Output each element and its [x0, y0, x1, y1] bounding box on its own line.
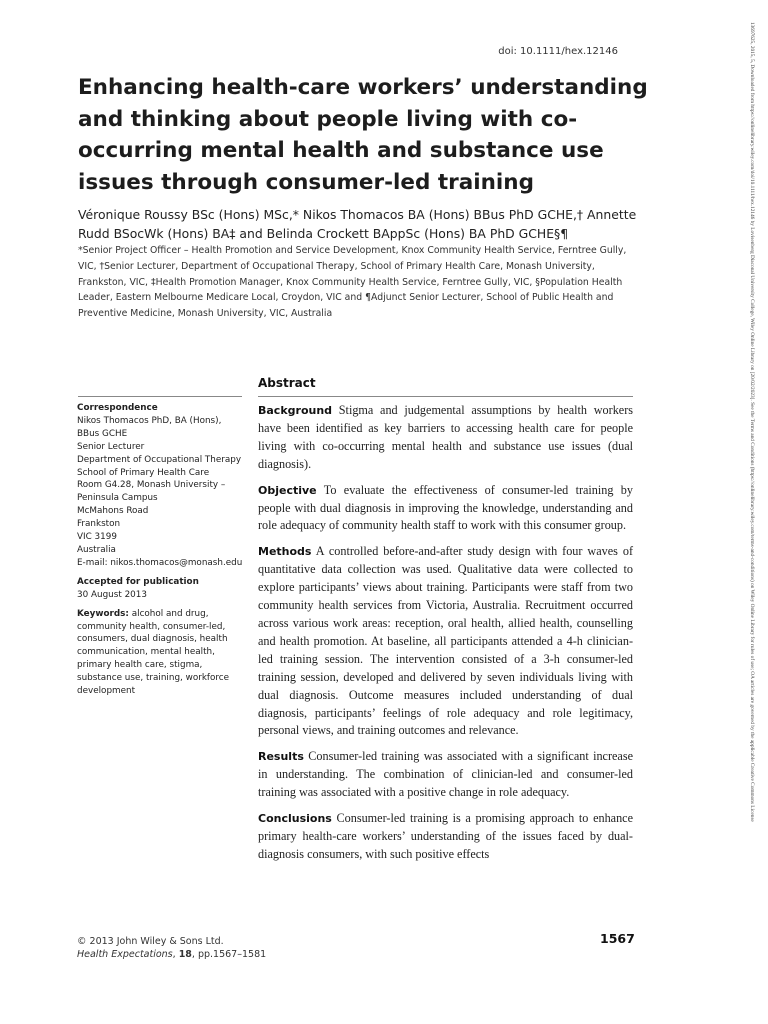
abstract-methods [258, 543, 633, 740]
correspondence-line: Frankston [77, 519, 121, 530]
abstract-results [258, 748, 633, 802]
keywords-line: communication, mental health, [77, 647, 215, 658]
correspondence-line: Room G4.28, Monash University – [77, 480, 226, 491]
article-title: Enhancing health-care workers’ understanding and thinking about people living with co-occurring mental health and substance use issues through consumer-led training [78, 75, 648, 195]
correspondence-line: Australia [77, 544, 116, 555]
keywords-line: substance use, training, workforce [77, 673, 230, 684]
abstract-heading: Abstract [258, 376, 316, 390]
journal-name: Health Expectations [77, 949, 173, 960]
copyright: © 2013 John Wiley & Sons Ltd. [77, 936, 224, 947]
correspondence-line: VIC 3199 [77, 532, 117, 543]
correspondence-line: Department of Occupational Therapy [77, 454, 242, 465]
citation: Health Expectations, 18, pp.1567–1581 [77, 949, 267, 960]
correspondence-sidebar [77, 402, 252, 698]
methods-text: A controlled before-and-after study design with four waves of quantitative data collection was used. Qualitative data were collected to explore participants’ views about training. Participants were staff from two community health services from Victoria, Australia. Recruitment occurred across various work areas: reception, oral health, allied health, counselling and health promotion. At baseline, all participants attended a 4-h clinician-led training session. The intervention consisted of a 3-h consumer-led training session, developed and delivered by seven individuals living with dual diagnosis. Outcome measures included understanding of dual diagnosis, participants’ feelings of role adequacy and role legitimacy, personal views, and training outcomes and relevance. [258, 544, 633, 738]
objective-text: To evaluate the effectiveness of consumer-led training by people with dual diagnosis in improving the knowledge, understanding and role adequacy of community health staff to work with this consumer group. [258, 482, 633, 533]
keywords-line: primary health care, stigma, [77, 660, 203, 671]
keywords-line: community health, consumer-led, [77, 621, 226, 632]
correspondence-email[interactable]: E-mail: nikos.thomacos@monash.edu [77, 557, 243, 568]
doi: doi: 10.1111/hex.12146 [498, 46, 618, 57]
keywords-line: alcohol and drug, [131, 608, 209, 619]
volume: 18 [178, 949, 192, 960]
download-notice: 13697625, 2015, 5, Downloaded from https://onlinelibrary.wiley.com/doi/10.1111/hex.12146 by Lovisenberg Diaconal University College, Wiley Online Library on [20/02/2023]. See the Terms and Conditions (https://onlinelibrary.wiley.com/terms-and-conditions) on Wiley Online Library for rules of use; OA articles are governed by the applicable Creative Commons License [749, 22, 755, 822]
sidebar-divider [78, 396, 242, 397]
affiliations: *Senior Project Officer – Health Promotion and Service Development, Knox Community Health Service, Ferntree Gully, VIC, †Senior Lecturer, Department of Occupational Therapy, School of Primary Health Care, Monash University, Frankston, VIC, ‡Health Promotion Manager, Knox Community Health Service, Ferntree Gully, VIC, §Population Health Leader, Eastern Melbourne Medicare Local, Croydon, VIC and ¶Adjunct Senior Lecturer, School of Public Health and Preventive Medicine, Monash University, VIC, Australia [78, 245, 627, 320]
background-label: Background [258, 404, 333, 417]
methods-label: Methods [258, 545, 312, 559]
correspondence-line: Peninsula Campus [77, 493, 158, 504]
keywords-line: consumers, dual diagnosis, health [77, 634, 228, 645]
conclusions-text: Consumer-led training is a promising approach to enhance primary health-care workers’ understanding of the issues faced by dual-diagnosis consumers, with such positive effects [258, 811, 634, 861]
correspondence-heading: Correspondence [77, 403, 158, 413]
accepted-date: 30 August 2013 [77, 589, 147, 600]
abstract-body [258, 402, 633, 872]
author-list: Véronique Roussy BSc (Hons) MSc,* Nikos Thomacos BA (Hons) BBus PhD GCHE,† Annette Rudd BSocWk (Hons) BA‡ and Belinda Crockett BAppSc (Hons) BA PhD GCHE§¶ [78, 207, 637, 241]
results-text: Consumer-led training was associated with a significant increase in understanding. The combination of clinician-led and consumer-led training was associated with a positive change in role adequacy. [258, 749, 633, 800]
abstract-conclusions [258, 810, 633, 864]
footer [77, 935, 266, 961]
correspondence-line: McMahons Road [77, 506, 149, 517]
abstract-background [258, 402, 633, 474]
background-text: Stigma and judgemental assumptions by health workers have been identified as key barriers to accessing health care for people living with co-occurring mental health and substance use issues (dual diagnosis). [258, 403, 633, 471]
abstract-objective [258, 482, 633, 536]
correspondence-line: Nikos Thomacos PhD, BA (Hons), [77, 415, 222, 426]
page-number: 1567 [600, 931, 635, 946]
keywords-line: development [77, 686, 136, 697]
page-range: pp.1567–1581 [197, 949, 267, 960]
keywords-label: Keywords: [77, 608, 129, 619]
correspondence-line: Senior Lecturer [77, 441, 145, 452]
correspondence-line: BBus GCHE [77, 428, 128, 439]
accepted-heading: Accepted for publication [77, 576, 199, 587]
conclusions-label: Conclusions [258, 812, 332, 826]
results-label: Results [258, 750, 304, 764]
correspondence-line: School of Primary Health Care [77, 467, 210, 478]
objective-label: Objective [258, 483, 317, 497]
abstract-divider [258, 396, 633, 397]
